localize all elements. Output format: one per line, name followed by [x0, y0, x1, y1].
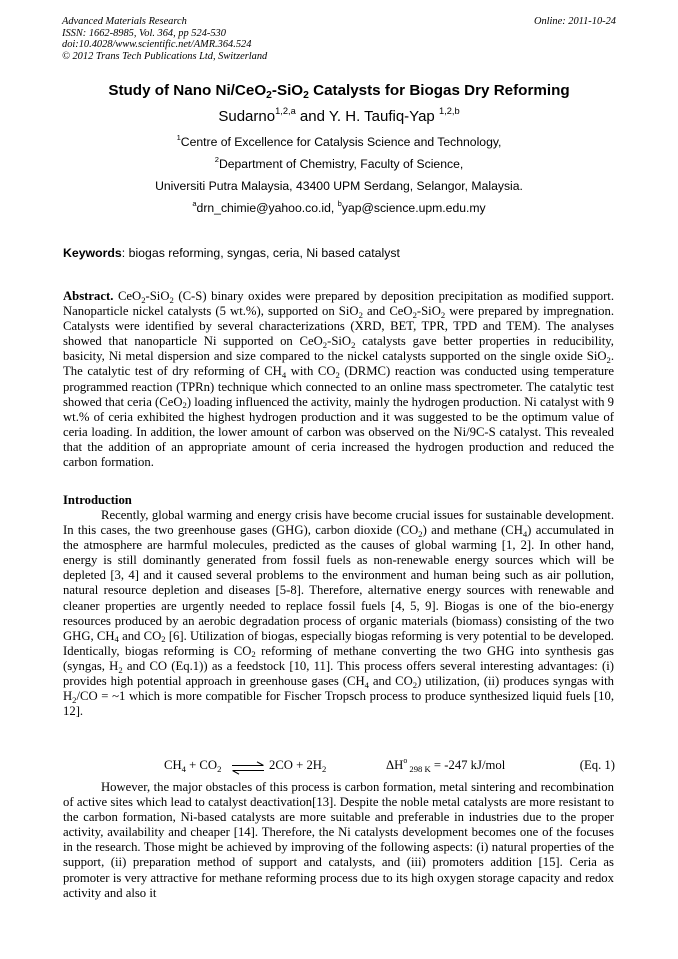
affiliation-marker: 2 — [214, 155, 219, 165]
author-emails — [0, 201, 678, 215]
equilibrium-arrow-icon — [231, 761, 265, 775]
body-text: and CO — [118, 628, 162, 643]
subscript: 2 — [118, 664, 123, 675]
abstract-text: catalysts gave better properties in reducibility, basicity, Ni metal dispersion and size compared to the nickel catalysts supported on the single oxide SiO — [63, 334, 614, 364]
doi: doi:10.4028/www.scientific.net/AMR.364.524 — [62, 39, 252, 51]
keywords — [63, 246, 400, 260]
body-text: [6]. Utilization of biogas, especially biogas reforming is very potential to be developed. Identically, biogas reforming is CO — [63, 628, 614, 658]
subscript: 2 — [161, 634, 166, 645]
subscript: 2 — [169, 294, 174, 305]
title-text: Study of Nano Ni/CeO — [108, 82, 267, 99]
subscript: 2 — [412, 679, 418, 690]
author-name: and Y. H. Taufiq-Yap — [295, 108, 439, 125]
affiliation-2 — [0, 157, 678, 171]
superscript: o — [403, 756, 408, 766]
subscript: 2 — [72, 694, 77, 705]
journal-header — [62, 16, 616, 62]
subscript: 2 — [217, 763, 222, 774]
email-text: yap@science.upm.edu.my — [341, 201, 486, 215]
subscript: 4 — [114, 634, 119, 645]
abstract-text: were prepared by impregnation. Catalysts were identified by several characterizations (XRD, BET, TPR, TPD and TEM). The analyses showed that nanoparticle Ni supported on CeO — [63, 304, 614, 349]
email-marker: b — [337, 199, 342, 209]
subscript: 2 — [440, 309, 446, 320]
equation-text: CH — [164, 758, 182, 772]
author-affiliation-marker: 1,2,a — [275, 105, 296, 116]
abstract — [63, 289, 614, 470]
affiliation-text: Department of Chemistry, Faculty of Science, — [218, 157, 464, 171]
email-text: drn_chimie@yahoo.co.id, — [196, 201, 338, 215]
subscript: 2 — [412, 309, 417, 320]
title-text: Catalysts for Biogas Dry Reforming — [308, 82, 570, 99]
title-text: -SiO — [271, 82, 304, 99]
subscript: 4 — [281, 370, 287, 381]
copyright: © 2012 Trans Tech Publications Ltd, Switzerland — [62, 50, 268, 62]
body-text: /CO = ~1 which is more compatible for Fischer Tropsch process to produce synthesized liquid fuels [10, 12]. — [63, 689, 614, 719]
keywords-text: : biogas reforming, syngas, ceria, Ni based catalyst — [121, 246, 400, 260]
section-heading-introduction: Introduction — [63, 493, 132, 507]
subscript: 2 — [358, 309, 363, 320]
abstract-text: and CeO — [362, 304, 413, 319]
subscript: 2 — [351, 339, 356, 350]
abstract-text: -SiO — [416, 304, 441, 319]
subscript: 4 — [522, 528, 528, 539]
body-text: and CO (Eq.1)) as a feedstock [10, 11]. This process offers several interesting advantages: (i) provides high potential approach in greenhouse gases (CH — [63, 658, 614, 689]
equation-text: ΔH — [386, 758, 404, 772]
subscript: 298 K — [407, 763, 431, 774]
subscript: 4 — [364, 679, 369, 690]
body-text: ) utilization, (ii) produces syngas with H — [63, 674, 614, 704]
introduction-paragraph-1 — [63, 508, 614, 719]
author-list — [0, 105, 678, 125]
abstract-text: -SiO — [145, 289, 170, 303]
subscript: 2 — [322, 339, 328, 350]
email-marker: a — [192, 199, 197, 209]
body-text: and CO — [368, 674, 413, 689]
affiliation-marker: 1 — [176, 133, 181, 143]
equation-label: (Eq. 1) — [579, 758, 615, 772]
keywords-label: Keywords — [63, 246, 122, 260]
body-text: ) accumulated in the atmosphere are harmful molecules, predicted as the causes of global warming [1, 2]. In other hand, energy is still dominantly generated from fossil fuels as non-renewable energy sources which will be depleted [3, 4] and it caused several problems to the environment and human being such as air pollution, natural resource depletion and diseases [5-8]. Therefore, alternative energy sources with renewable and cleaner properties are urgently needed to replace fossil fuels [4, 5, 9]. Biogas is one of the bio-energy resources produced by an aerobic degradation process of organic materials (biomass) consisting of the two GHG, CH — [63, 523, 614, 643]
introduction-paragraph-2: However, the major obstacles of this process is carbon formation, metal sintering and recombination of active sites which lead to catalyst deactivation[13]. Despite the noble metal catalysts are more resistant to the carbon formation, Ni-based catalysts are more suitable and preferable in industries due to the proper activity, availability and cheaper [14]. Therefore, the Ni catalysts development becomes one of the focuses in the research. Those might be achieved by improving of the following aspects: (i) natural properties of the support, (ii) preparation method of support and catalysts, and (iii) promoters addition [15]. Ceria as promoter is very attractive for methane reforming process due to its high oxygen storage capacity and redox activity and also it — [63, 780, 614, 900]
body-text: reforming of methane converting the two GHG into synthesis gas (syngas, H — [63, 643, 614, 673]
body-text: Recently, global warming and energy crisis have become crucial issues for sustainable development. In this cases, the two greenhouse gases (GHG), carbon dioxide (CO — [63, 508, 614, 538]
subscript: 4 — [181, 763, 186, 774]
subscript: 2 — [418, 528, 423, 539]
abstract-text: -SiO — [327, 334, 352, 349]
affiliation-3 — [0, 179, 678, 193]
author-affiliation-marker: 1,2,b — [438, 105, 460, 116]
body-text: ) and methane (CH — [422, 523, 523, 538]
equation-text: = -247 kJ/mol — [430, 758, 506, 772]
paper-title — [0, 82, 678, 102]
abstract-text: (C-S) binary oxides were prepared by deposition precipitation as modified support. Nanoparticle nickel catalysts (5 wt.%), supported on SiO — [63, 289, 614, 319]
affiliation-text: Centre of Excellence for Catalysis Science and Technology, — [180, 135, 502, 149]
subscript: 2 — [321, 763, 327, 774]
title-subscript: 2 — [303, 90, 309, 102]
equation-text: 2CO + 2H — [269, 758, 322, 772]
abstract-text: . The catalytic test of dry reforming of CH — [63, 349, 614, 379]
equation-products — [269, 758, 326, 773]
equation-text: + CO — [185, 758, 218, 772]
equation-1 — [0, 758, 678, 778]
issn: ISSN: 1662-8985, Vol. 364, pp 524-530 — [62, 27, 226, 39]
subscript: 2 — [182, 400, 187, 411]
abstract-text: CeO — [113, 289, 142, 303]
journal-name: Advanced Materials Research — [62, 16, 187, 27]
affiliation-text: Universiti Putra Malaysia, 43400 UPM Serdang, Selangor, Malaysia. — [155, 179, 523, 193]
abstract-text: (DRMC) reaction was conducted using temperature programmed reaction (TPRn) technique which connected to an online mass spectrometer. The catalytic test showed that ceria (CeO — [63, 364, 614, 409]
abstract-label: Abstract. — [63, 289, 114, 303]
publication-info — [62, 16, 616, 62]
subscript: 2 — [251, 649, 256, 660]
subscript: 2 — [335, 370, 340, 381]
title-subscript: 2 — [266, 90, 272, 102]
online-date: Online: 2011-10-24 — [533, 16, 616, 27]
subscript: 2 — [606, 354, 611, 365]
subscript: 2 — [141, 294, 146, 305]
abstract-text: ) loading influenced the activity, mainly the hydrogen production. Ni catalyst with 9 wt.% of ceria exhibited the highest hydrogen production and it was suggested to be the optimum value of ceria loading. In addition, the lower amount of carbon was observed on the Ni/9C-S catalyst. This revealed that the addition of an appropriate amount of ceria increased the hydrogen production and reduced the carbon formation. — [63, 394, 614, 470]
abstract-text: with CO — [286, 364, 336, 379]
affiliation-1 — [0, 135, 678, 149]
equation-reactants — [164, 758, 221, 773]
author-name: Sudarno — [218, 108, 276, 125]
equation-enthalpy — [386, 758, 505, 773]
